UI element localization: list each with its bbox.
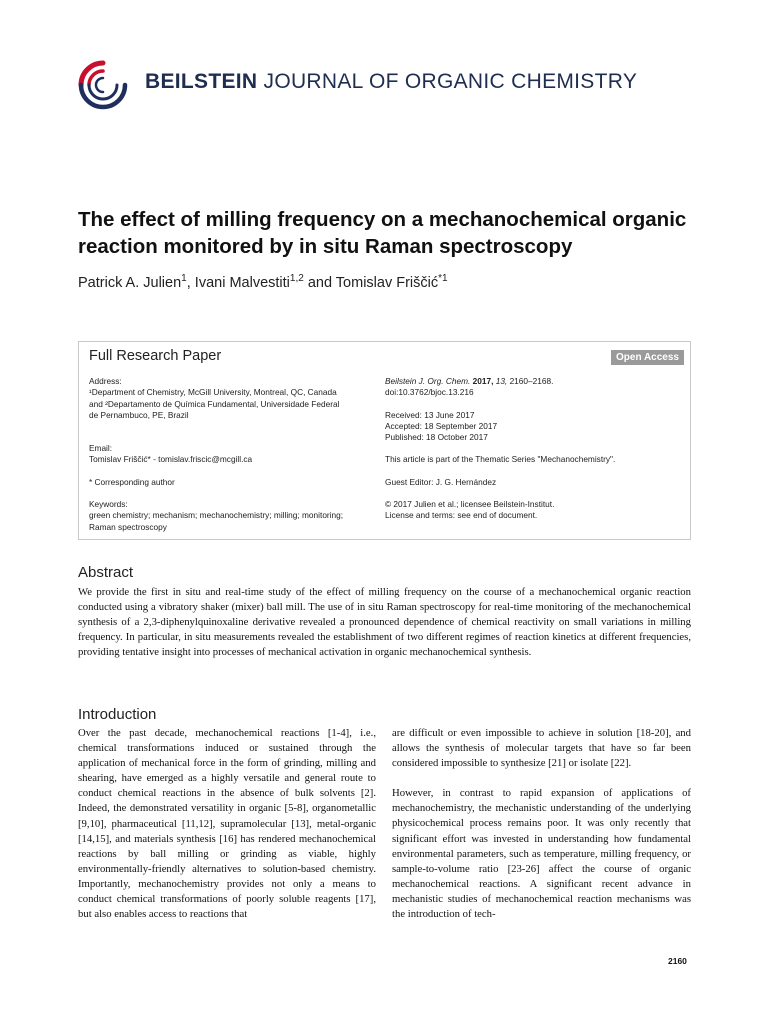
author-name: Tomislav Friščić — [335, 274, 439, 291]
author-affiliation: 1 — [181, 273, 187, 284]
author-affiliation: *1 — [438, 273, 448, 284]
abstract-heading: Abstract — [78, 564, 134, 581]
abstract-text: We provide the first in situ and real-time study of the effect of milling frequency on the course of a mechanochemical organic reaction conducted using a vibratory shaker (mixer) ball mill. The use of in situ Raman spectroscopy for real-time monitoring of the mechanochemical synthesis of a 2,3-diphenylquinoxaline derivative revealed a pronounced dependence of chemical reactivity on small variations in milling frequency. In particular, in situ measurements revealed the establishment of two different regimes of reaction kinetics at different frequencies, providing tentative insight into processes of mechanical activation in organic mechanochemical synthesis. — [78, 586, 691, 659]
address-line: and ²Departamento de Química Fundamental, Universidade Federal — [89, 398, 340, 409]
journal-logo-icon — [78, 60, 128, 110]
introduction-paragraph: are difficult or even impossible to achieve in solution [18-20], and allows the synthesis of molecular targets that have so far been considered impossible to synthesize [21] or isolate [22]. — [392, 727, 691, 770]
author-name: Patrick A. Julien — [78, 274, 182, 291]
info-right-column — [385, 376, 685, 522]
citation-journal: Beilstein J. Org. Chem. — [385, 376, 471, 386]
corresponding-author-note: * Corresponding author — [89, 476, 175, 487]
open-access-badge[interactable]: Open Access — [611, 350, 684, 365]
citation — [385, 376, 685, 387]
journal-name-bold: BEILSTEIN — [145, 70, 258, 93]
thematic-series-note: This article is part of the Thematic Series "Mechanochemistry". — [385, 454, 616, 465]
introduction-column-2 — [392, 726, 691, 922]
guest-editor: Guest Editor: J. G. Hernández — [385, 476, 497, 487]
introduction-heading: Introduction — [78, 706, 157, 723]
doi-link[interactable]: doi:10.3762/bjoc.13.216 — [385, 387, 474, 398]
journal-name-rest: JOURNAL OF ORGANIC CHEMISTRY — [257, 70, 638, 93]
address-line: ¹Department of Chemistry, McGill University, Montreal, QC, Canada — [89, 387, 337, 398]
author-name: Ivani Malvestiti — [194, 274, 290, 291]
citation-volume: 13, — [495, 376, 508, 386]
published-date: Published: 18 October 2017 — [385, 432, 488, 443]
copyright-notice: © 2017 Julien et al.; licensee Beilstein-Institut. — [385, 499, 555, 510]
email-label: Email: — [89, 443, 113, 454]
keywords-label: Keywords: — [89, 499, 128, 510]
received-date: Received: 13 June 2017 — [385, 409, 475, 420]
license-notice: License and terms: see end of document. — [385, 510, 538, 521]
author-affiliation: 1,2 — [289, 273, 304, 284]
paper-type: Full Research Paper — [89, 348, 222, 364]
page-number: 2160 — [668, 956, 687, 966]
introduction-paragraph: However, in contrast to rapid expansion of applications of mechanochemistry, the mechanistic understanding of the underlying physicochemical process remains poor. It was only recently that significant effort was invested in understanding how fundamental environmental parameters, such as temperature, milling frequency, or sample-to-volume ratio [23-26] affect the course of organic mechanochemical reactions. A significant recent advance in mechanistic studies of mechanochemical reaction mechanisms was the introduction of tech- — [392, 787, 691, 921]
author-separator: and — [303, 274, 336, 291]
keywords-line: green chemistry; mechanism; mechanochemistry; milling; monitoring; — [89, 510, 344, 521]
article-info-box — [78, 341, 691, 540]
journal-name — [145, 70, 637, 94]
keywords-line: Raman spectroscopy — [89, 521, 167, 532]
author-list — [78, 273, 448, 291]
info-left-column — [89, 376, 374, 533]
citation-pages: 2160–2168. — [509, 376, 554, 386]
article-title: The effect of milling frequency on a mechanochemical organic reaction monitored by in situ Raman spectroscopy — [78, 208, 687, 258]
author-separator: , — [186, 274, 195, 291]
citation-year: 2017, — [472, 376, 494, 386]
accepted-date: Accepted: 18 September 2017 — [385, 420, 498, 431]
address-line: de Pernambuco, PE, Brazil — [89, 409, 189, 420]
email-line[interactable]: Tomislav Friščić* - tomislav.friscic@mcgill.ca — [89, 454, 253, 465]
address-label: Address: — [89, 376, 122, 386]
introduction-column-1: Over the past decade, mechanochemical reactions [1-4], i.e., chemical transformations induced or sustained through the application of mechanical force in the form of grinding, milling and shearing, have emerged as a highly versatile and general route to conduct chemical reactions in the absence of bulk solvents [2]. Indeed, the demonstrated versatility in organic [5-8], organometallic [9,10], pharmaceutical [11,12], supramolecular [13], metal-organic [14,15], and materials synthesis [16] has rendered mechanochemical reactions by ball milling or grinding as viable, highly environmentally-friendly alternatives to solution-based chemistry. Importantly, mechanochemistry provides not only a means to conduct chemical transformations of poorly soluble reagents [17], but also enables access to reactions that — [78, 727, 376, 921]
